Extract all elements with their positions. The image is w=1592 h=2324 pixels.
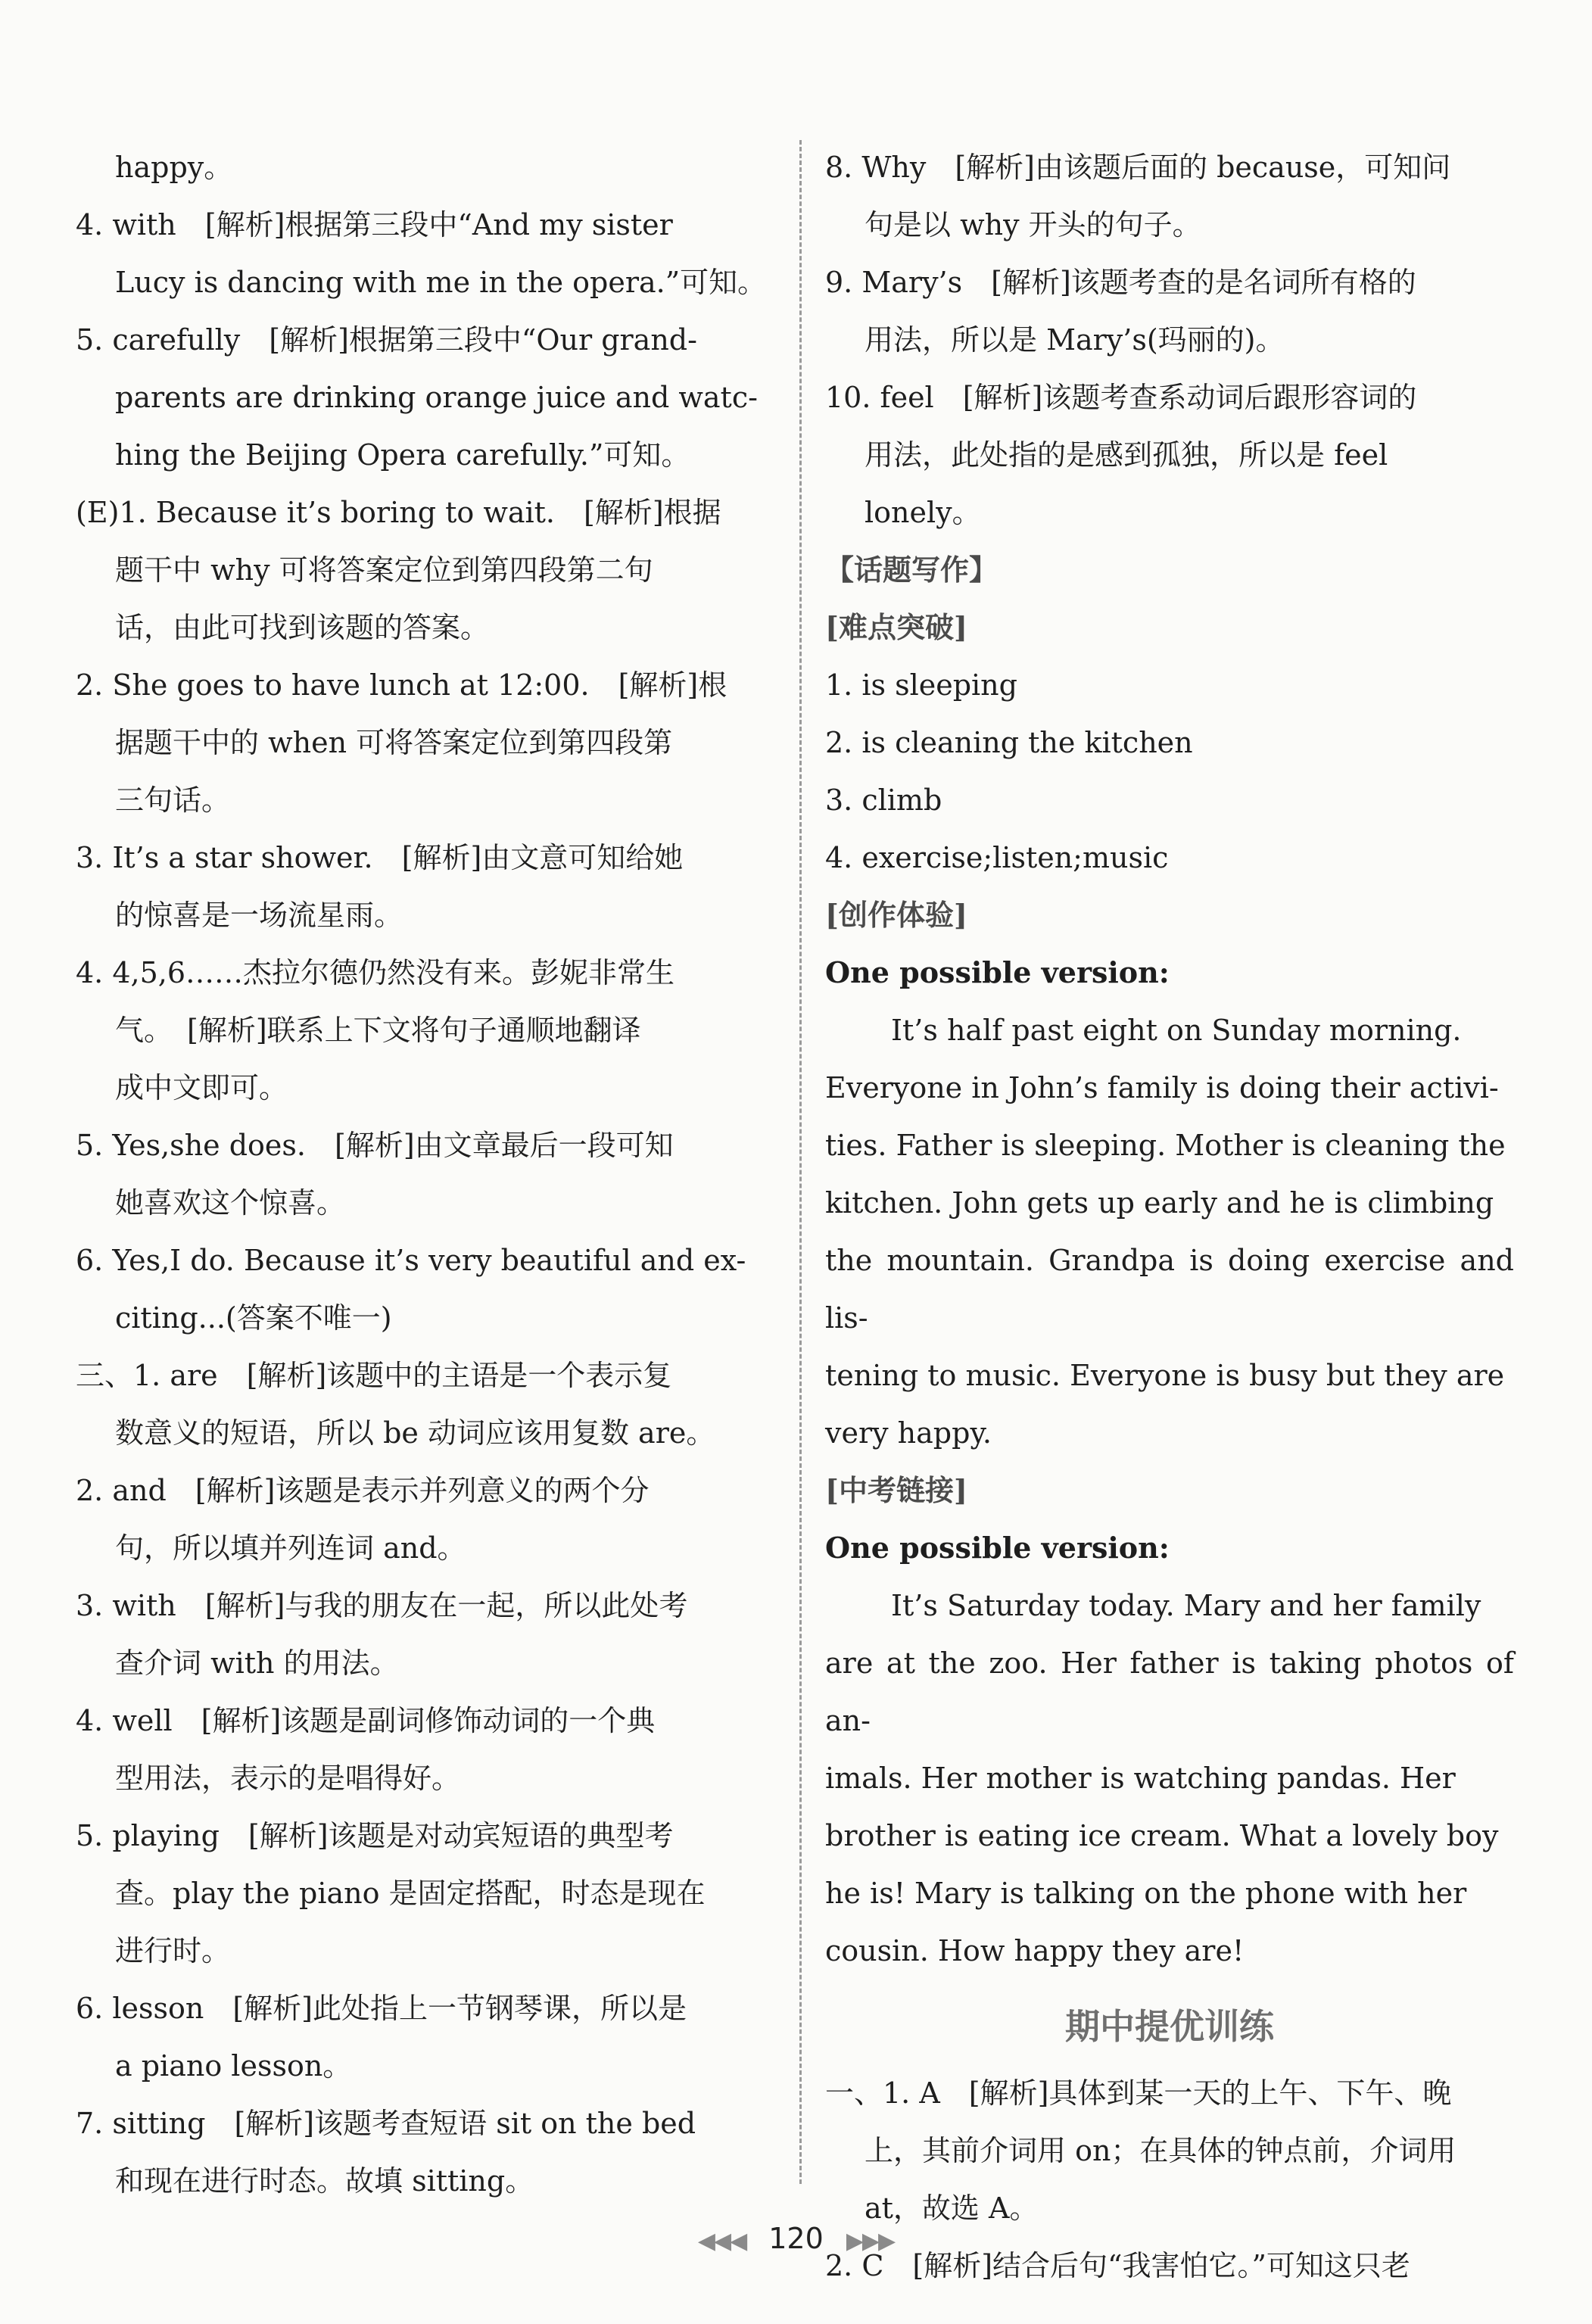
section-heading: [中考链接] bbox=[825, 1473, 967, 1507]
answer-line: 三句话。 bbox=[115, 783, 231, 817]
answer-line: at，故选 A。 bbox=[865, 2192, 1039, 2225]
answer-line: kitchen. John gets up early and he is climbing bbox=[825, 1186, 1494, 1220]
answer-line: ties. Father is sleeping. Mother is cleaning the bbox=[825, 1129, 1506, 1162]
right-column bbox=[825, 139, 1514, 2294]
section-title: 期中提优训练 bbox=[1065, 2006, 1274, 2047]
column-divider bbox=[799, 140, 802, 2184]
answer-line: 3. It’s a star shower. [解析]由文意可知给她 bbox=[76, 841, 684, 874]
essay-line: It’s Saturday today. Mary and her family bbox=[891, 1589, 1481, 1622]
answer-line: 2. and [解析]该题是表示并列意义的两个分 bbox=[76, 1474, 650, 1507]
answer-line: imals. Her mother is watching pandas. Her bbox=[825, 1762, 1456, 1795]
answer-line: 2. C [解析]结合后句“我害怕它。”可知这只老 bbox=[825, 2249, 1410, 2282]
answer-line: 8. Why [解析]由该题后面的 because，可知问 bbox=[825, 151, 1451, 184]
answer-line: 3. climb bbox=[825, 783, 942, 817]
answer-line: 2. is cleaning the kitchen bbox=[825, 726, 1193, 759]
answer-line: 用法，所以是 Mary’s(玛丽的)。 bbox=[865, 323, 1285, 357]
answer-line: are at the zoo. Her father is taking photos of an- bbox=[825, 1646, 1514, 1737]
answer-line: tening to music. Everyone is busy but they are bbox=[825, 1359, 1505, 1392]
answer-line: cousin. How happy they are! bbox=[825, 1934, 1245, 1967]
answer-line: 10. feel [解析]该题考查系动词后跟形容词的 bbox=[825, 381, 1417, 414]
answer-line: very happy. bbox=[825, 1416, 992, 1450]
answer-line: 6. lesson [解析]此处指上一节钢琴课，所以是 bbox=[76, 1992, 687, 2025]
answer-line: brother is eating ice cream. What a lovely boy bbox=[825, 1819, 1499, 1852]
answer-line: 4. 4,5,6……杰拉尔德仍然没有来。彭妮非常生 bbox=[76, 956, 675, 989]
answer-line: 气。 [解析]联系上下文将句子通顺地翻译 bbox=[115, 1014, 641, 1047]
answer-line: 4. exercise;listen;music bbox=[825, 841, 1169, 874]
answer-line: 的惊喜是一场流星雨。 bbox=[115, 899, 403, 932]
essay-line: It’s half past eight on Sunday morning. bbox=[891, 1014, 1462, 1047]
answer-line: 进行时。 bbox=[115, 1934, 231, 1967]
answer-line: 数意义的短语，所以 be 动词应该用复数 are。 bbox=[115, 1416, 715, 1450]
answer-line: 3. with [解析]与我的朋友在一起，所以此处考 bbox=[76, 1589, 688, 1622]
answer-line: a piano lesson。 bbox=[115, 2049, 352, 2083]
answer-line: 查介词 with 的用法。 bbox=[115, 1646, 399, 1680]
answer-line: 9. Mary’s [解析]该题考查的是名词所有格的 bbox=[825, 266, 1416, 299]
answer-line: 和现在进行时态。故填 sitting。 bbox=[115, 2164, 534, 2198]
answer-line: the mountain. Grandpa is doing exercise and lis- bbox=[825, 1244, 1514, 1335]
answer-line: 成中文即可。 bbox=[115, 1071, 288, 1104]
version-label: One possible version: bbox=[825, 1531, 1170, 1565]
answer-line: 话，由此可找到该题的答案。 bbox=[115, 611, 490, 644]
answer-line: 她喜欢这个惊喜。 bbox=[115, 1186, 346, 1220]
answer-line: 5. Yes,she does. [解析]由文章最后一段可知 bbox=[76, 1129, 674, 1162]
answer-line: 句，所以填并列连词 and。 bbox=[115, 1531, 466, 1565]
answer-line: 型用法，表示的是唱得好。 bbox=[115, 1762, 461, 1795]
answer-line: 4. with [解析]根据第三段中“And my sister bbox=[76, 208, 673, 241]
answer-line: lonely。 bbox=[865, 496, 981, 529]
section-heading: [创作体验] bbox=[825, 898, 967, 932]
answer-line: citing...(答案不唯一) bbox=[115, 1301, 392, 1335]
left-column bbox=[76, 139, 772, 2210]
answer-line: 5. playing [解析]该题是对动宾短语的典型考 bbox=[76, 1819, 674, 1852]
section-heading: [难点突破] bbox=[825, 610, 967, 644]
page-number: 120 bbox=[768, 2222, 824, 2255]
next-arrows-icon: ▶▶▶ bbox=[846, 2228, 895, 2254]
answer-line: 7. sitting [解析]该题考查短语 sit on the bed bbox=[76, 2107, 696, 2140]
answer-line: 4. well [解析]该题是副词修饰动词的一个典 bbox=[76, 1704, 656, 1737]
answer-line: hing the Beijing Opera carefully.”可知。 bbox=[115, 438, 690, 472]
prev-arrows-icon: ◀◀◀ bbox=[697, 2228, 746, 2254]
answer-line: Lucy is dancing with me in the opera.”可知。 bbox=[115, 266, 767, 299]
answer-line: he is! Mary is talking on the phone with her bbox=[825, 1877, 1467, 1910]
answer-line: Everyone in John’s family is doing their activi- bbox=[825, 1071, 1499, 1104]
page-footer bbox=[0, 2222, 1592, 2255]
answer-line: 一、1. A [解析]具体到某一天的上午、下午、晚 bbox=[825, 2076, 1452, 2110]
answer-line: 三、1. are [解析]该题中的主语是一个表示复 bbox=[76, 1359, 672, 1392]
answer-line: 据题干中的 when 可将答案定位到第四段第 bbox=[115, 726, 673, 759]
answer-line: 2. She goes to have lunch at 12:00. [解析]根 bbox=[76, 668, 727, 702]
answer-line: 题干中 why 可将答案定位到第四段第二句 bbox=[115, 553, 653, 587]
answer-line: (E)1. Because it’s boring to wait. [解析]根据 bbox=[76, 496, 721, 529]
answer-line: 句是以 why 开头的句子。 bbox=[865, 208, 1201, 241]
answer-line: 用法，此处指的是感到孤独，所以是 feel bbox=[865, 438, 1388, 472]
section-heading: 【话题写作】 bbox=[825, 553, 999, 587]
answer-line: 5. carefully [解析]根据第三段中“Our grand- bbox=[76, 323, 697, 357]
answer-line: 1. is sleeping bbox=[825, 668, 1017, 702]
answer-line: 查。play the piano 是固定搭配，时态是现在 bbox=[115, 1877, 706, 1910]
answer-line: 上，其前介词用 on；在具体的钟点前，介词用 bbox=[865, 2134, 1456, 2167]
answer-line: 6. Yes,I do. Because it’s very beautiful and ex- bbox=[76, 1244, 746, 1277]
answer-line: parents are drinking orange juice and watc- bbox=[115, 381, 758, 414]
version-label: One possible version: bbox=[825, 955, 1170, 989]
answer-line: happy。 bbox=[115, 151, 233, 184]
